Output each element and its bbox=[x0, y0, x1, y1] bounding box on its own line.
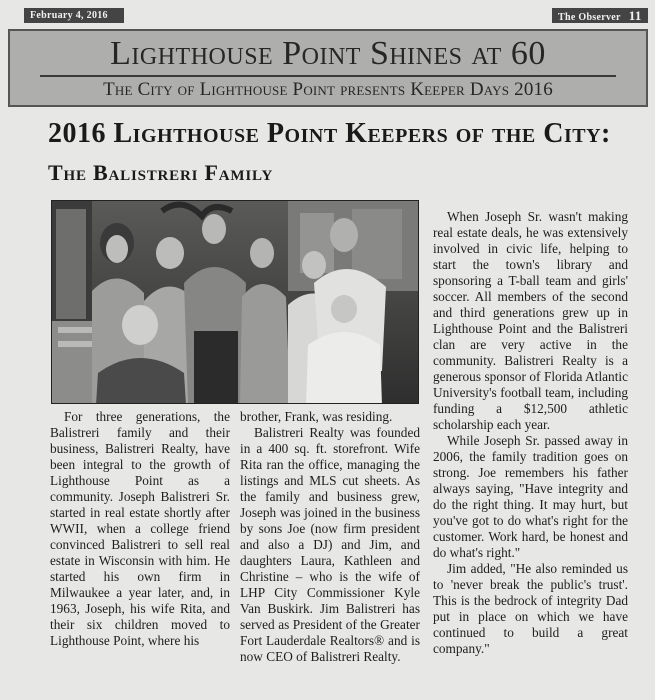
banner-subheadline: The City of Lighthouse Point presents Keeper Days 2016 bbox=[103, 79, 553, 100]
banner-headline: Lighthouse Point Shines at 60 bbox=[110, 35, 546, 72]
publication-tag bbox=[552, 8, 648, 23]
paragraph: brother, Frank, was residing. bbox=[240, 409, 393, 424]
article-column-1 bbox=[50, 409, 230, 649]
paragraph: For three generations, the Balistreri family and their business, Balistreri Realty, have been integral to the growth of Lighthouse Point as a community. Joseph Balistreri Sr. started in real estate shortly after WWII, when a college friend convinced Balistreri to sell real estate in Wisconsin with him. He started his own firm in Milwaukee a year later, and, in 1963, Joseph, his wife Rita, and their six children moved to Lighthouse Point, where his bbox=[50, 409, 230, 648]
article-subtitle: The Balistreri Family bbox=[48, 160, 274, 185]
article-title: 2016 Lighthouse Point Keepers of the City: bbox=[48, 118, 611, 149]
page-number: 11 bbox=[628, 8, 642, 23]
family-photo bbox=[51, 200, 419, 404]
article-column-2 bbox=[240, 409, 420, 665]
banner-rule bbox=[40, 75, 616, 77]
family-photo-image bbox=[52, 201, 419, 404]
issue-date: February 4, 2016 bbox=[24, 8, 124, 23]
section-banner bbox=[8, 29, 648, 107]
paragraph: Balistreri Realty was founded in a 400 sq. ft. storefront. Wife Rita ran the office, managing the listings and MLS cut sheets. As the family and business grew, Joseph was joined in the business by sons Joe (now firm president and also a DJ) and Jim, and daughters Laura, Kathleen and Christine – who is the wife of LHP City Commissioner Kyle Van Buskirk. Jim Balistreri has served as President of the Greater Fort Lauderdale Realtors® and is now CEO of Balistreri Realty. bbox=[240, 425, 420, 664]
paragraph: When Joseph Sr. wasn't making real estate deals, he was extensively involved in civic life, helping to start the town's library and sponsoring a T-ball team and girls' soccer. All members of the second and third generations grew up in Lighthouse Point and the Balistreri clan are very active in the community. Balistreri Realty is a generous sponsor of Florida Atlantic University's football team, including funding a $12,500 athletic scholarship each year. bbox=[433, 209, 628, 432]
paragraph: While Joseph Sr. passed away in 2006, the family tradition goes on strong. Joe remembers his father always saying, "Have integrity and do the right thing. It may hurt, but you've got to do what's right for the customer. Work hard, be honest and do what's right." bbox=[433, 433, 628, 560]
paragraph: Jim added, "He also reminded us to 'never break the public's trust'. This is the bedrock of integrity Dad put in place on which we have continued to build a great company." bbox=[433, 561, 628, 656]
article-column-3 bbox=[433, 209, 628, 657]
page-header bbox=[0, 0, 655, 26]
publication-name: The Observer bbox=[558, 12, 621, 23]
